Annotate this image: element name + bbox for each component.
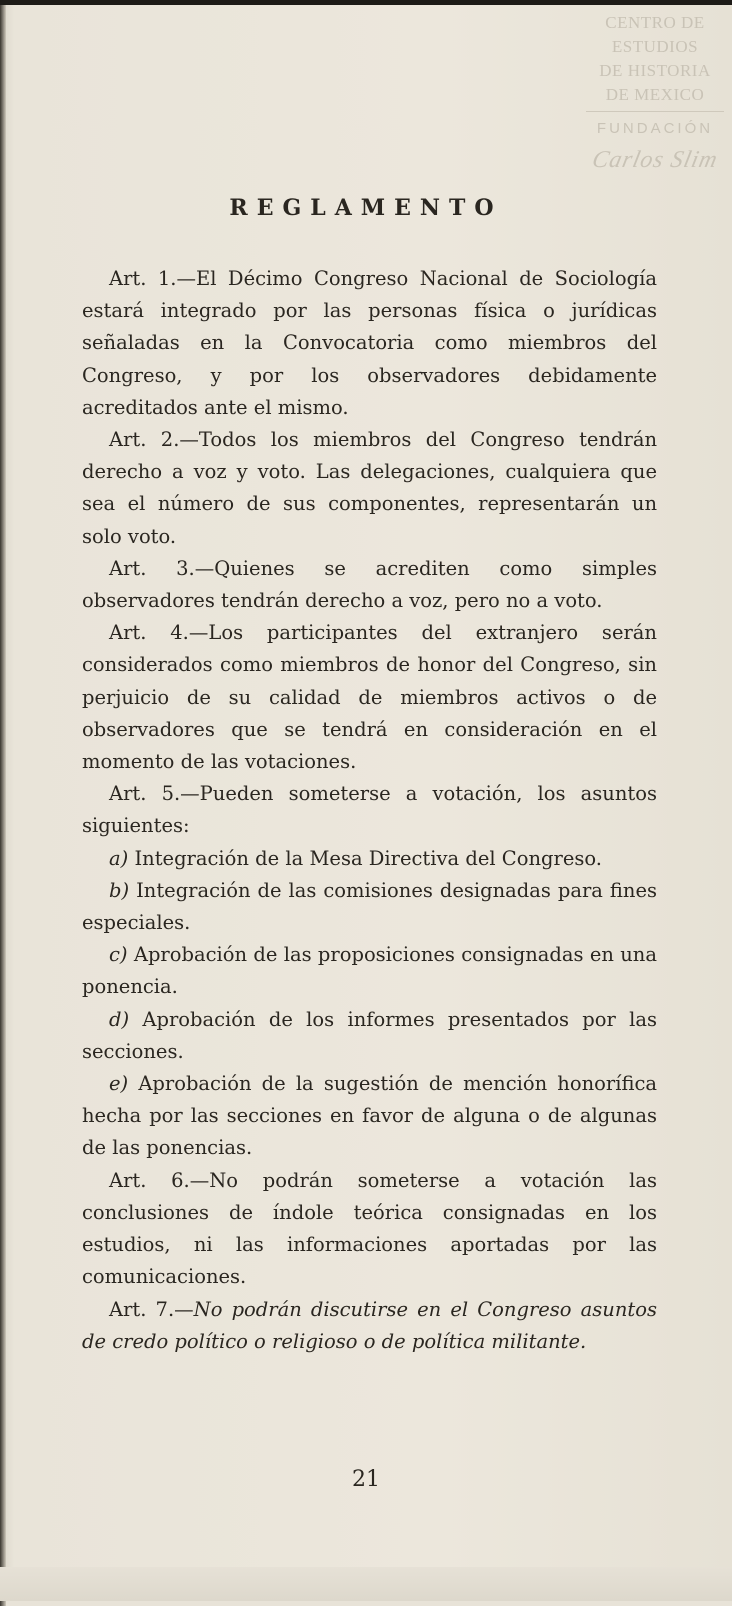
article-4: Art. 4.—Los participantes del extranjero serán considerados como miembros de honor del Congreso, sin perjuicio de su calidad de miembros activos o de observadores que se tendrá en consideración en el momento de las votaciones.: [82, 621, 657, 774]
list-item-e: [82, 1068, 657, 1165]
watermark-line: DE MEXICO: [605, 85, 705, 104]
watermark-line: ESTUDIOS: [611, 37, 699, 56]
item-label: b): [109, 878, 130, 902]
list-item-a: [82, 843, 657, 875]
regulation-body: [82, 263, 657, 1358]
item-label: a): [109, 846, 129, 870]
item-text: Integración de las comisiones designadas para fines especiales.: [82, 878, 657, 935]
list-item-d: [82, 1004, 657, 1068]
item-label: c): [109, 943, 128, 967]
page-number: 21: [352, 1467, 380, 1492]
article-7-text: No podrán discutirse en el Congreso asuntos de credo político o religioso o de política militante.: [82, 1297, 657, 1353]
article-6: Art. 6.—No podrán someterse a votación las conclusiones de índole teórica consignadas en los estudios, ni las informaciones aportadas por las comunicaciones.: [82, 1168, 657, 1289]
page-bottom-edge: [0, 1567, 732, 1601]
watermark-line: DE HISTORIA: [599, 61, 711, 80]
watermark-line: CENTRO DE: [605, 13, 705, 32]
watermark-divider: [586, 111, 724, 112]
item-text: Aprobación de los informes presentados por las secciones.: [82, 1007, 657, 1063]
article-7-prefix: Art. 7.—: [109, 1297, 194, 1321]
item-label: d): [109, 1007, 130, 1031]
article-2: Art. 2.—Todos los miembros del Congreso tendrán derecho a voz y voto. Las delegaciones, cualquiera que sea el número de sus componentes, representarán un solo voto.: [82, 428, 657, 548]
watermark-foundation: FUNDACIÓN: [596, 120, 714, 137]
item-text: Aprobación de las proposiciones consignadas en una ponencia.: [82, 943, 657, 999]
article-5: Art. 5.—Pueden someterse a votación, los asuntos siguientes:: [82, 782, 657, 838]
item-text: Aprobación de la sugestión de mención honorífica hecha por las secciones en favor de alguna o de algunas de las ponencias.: [82, 1072, 658, 1160]
page-binding-edge: [0, 5, 6, 1606]
list-item-b: [82, 875, 657, 939]
article-1: Art. 1.—El Décimo Congreso Nacional de Sociología estará integrado por las personas física o jurídicas señaladas en la Convocatoria como miembros del Congreso, y por los observadores debidamente acreditados ante el mismo.: [82, 267, 657, 419]
list-item-c: [82, 939, 657, 1003]
page-title: REGLAMENTO: [229, 195, 503, 221]
item-text: Integración de la Mesa Directiva del Congreso.: [134, 846, 602, 870]
institution-watermark: [580, 11, 730, 174]
article-7: [82, 1294, 657, 1358]
article-3: Art. 3.—Quienes se acrediten como simples observadores tendrán derecho a voz, pero no a voto.: [82, 556, 657, 613]
watermark-signature: Carlos Slim: [589, 147, 721, 173]
item-label: e): [109, 1072, 129, 1096]
